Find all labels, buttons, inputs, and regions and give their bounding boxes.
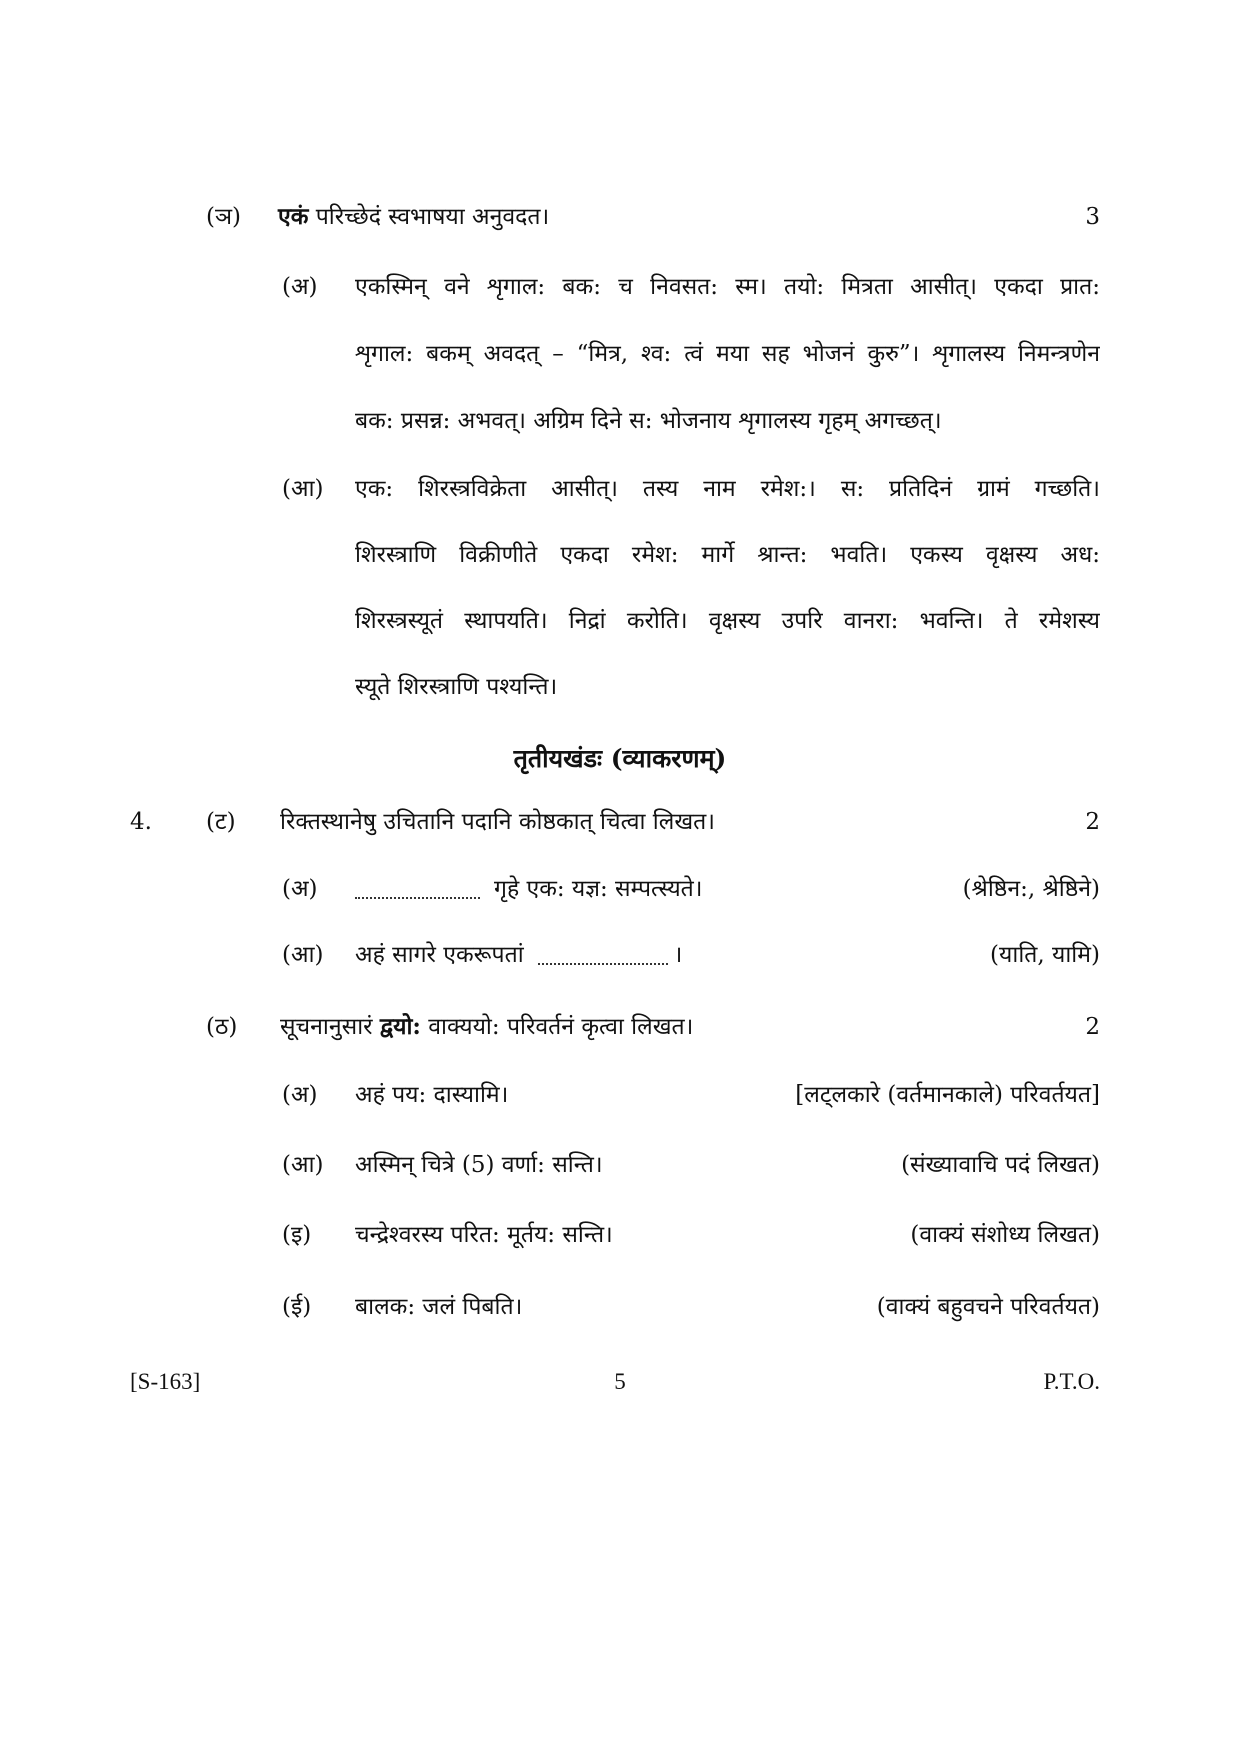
q4-th-item-aa-hint: (संख्यावाचि पदं लिखत) xyxy=(901,1152,1100,1178)
q4-t-item-aa xyxy=(355,938,682,972)
q4-part-t-label: (ट) xyxy=(206,809,236,835)
para-aa-line-3: शिरस्त्रस्यूतं स्थापयति। निद्रां करोति। वृक्षस्य उपरि वानरा: भवन्ति। ते रमेशस्य xyxy=(355,608,1100,634)
q4-part-t-marks: 2 xyxy=(1085,809,1100,835)
para-aa-line-2: शिरस्त्राणि विक्रीणीते एकदा रमेश: मार्गे श्रान्त: भवति। एकस्य वृक्षस्य अध: xyxy=(355,542,1100,568)
q4-th-item-i-hint: (वाक्यं संशोध्य लिखत) xyxy=(910,1222,1100,1248)
q4-th-item-aa-text: अस्मिन् चित्रे (5) वर्णा: सन्ति। xyxy=(355,1152,603,1178)
q4-t-item-aa-text-after: । xyxy=(673,942,683,968)
para-a-line-2: शृगाल: बकम् अवदत् – “मित्र, श्व: त्वं मया सह भोजनं कुरु”। शृगालस्य निमन्त्रणेन xyxy=(355,341,1100,367)
footer-code: [S-163] xyxy=(130,1369,201,1394)
q4-part-t-instruction: रिक्तस्थानेषु उचितानि पदानि कोष्ठकात् चित्वा लिखत। xyxy=(280,809,715,835)
q4-t-item-a xyxy=(355,872,702,906)
q4-t-item-a-options: (श्रेष्ठिन:, श्रेष्ठिने) xyxy=(962,876,1100,902)
para-aa-line-1: एक: शिरस्त्रविक्रेता आसीत्। तस्य नाम रमेश:। स: प्रतिदिनं ग्रामं गच्छति। xyxy=(355,476,1100,502)
q3-instruction xyxy=(278,200,549,234)
q4-number: 4. xyxy=(130,809,152,835)
q4-th-item-ii-text: बालक: जलं पिबति। xyxy=(355,1294,523,1320)
footer-pto: P.T.O. xyxy=(1043,1369,1100,1394)
para-a-label: (अ) xyxy=(282,274,318,300)
q4-t-item-a-label: (अ) xyxy=(282,876,318,902)
q3-instruction-bold: एकं xyxy=(278,203,309,230)
q4-part-th-marks: 2 xyxy=(1085,1014,1100,1040)
blank-line xyxy=(355,881,480,899)
q4-th-item-a-label: (अ) xyxy=(282,1082,318,1108)
q4-part-th-instruction-bold: द्वयो: xyxy=(379,1013,421,1040)
q4-th-item-a-hint: [लट्लकारे (वर्तमानकाले) परिवर्तयत] xyxy=(795,1082,1100,1108)
q4-th-item-i-label: (इ) xyxy=(282,1222,312,1248)
q4-part-th-instruction-post: वाक्ययो: परिवर्तनं कृत्वा लिखत। xyxy=(428,1014,694,1040)
q4-t-item-aa-label: (आ) xyxy=(282,942,324,968)
q3-instruction-rest: परिच्छेदं स्वभाषया अनुवदत। xyxy=(315,204,550,230)
para-a-line-1: एकस्मिन् वने शृगाल: बक: च निवसत: स्म। तयो: मित्रता आसीत्। एकदा प्रात: xyxy=(355,274,1100,300)
q4-th-item-ii-hint: (वाक्यं बहुवचने परिवर्तयत) xyxy=(876,1294,1100,1320)
q4-part-th-instruction xyxy=(280,1010,693,1044)
q4-part-th-label: (ठ) xyxy=(206,1014,238,1040)
footer-page-number: 5 xyxy=(614,1369,626,1394)
q4-part-th-instruction-pre: सूचनानुसारं xyxy=(280,1014,373,1040)
q4-t-item-aa-options: (याति, यामि) xyxy=(990,942,1100,968)
q3-marks: 3 xyxy=(1085,204,1100,230)
para-aa-line-4: स्यूते शिरस्त्राणि पश्यन्ति। xyxy=(355,674,558,700)
para-aa-label: (आ) xyxy=(282,476,324,502)
q4-th-item-aa-label: (आ) xyxy=(282,1152,324,1178)
q4-th-item-i-text: चन्द्रेश्वरस्य परित: मूर्तय: सन्ति। xyxy=(355,1222,613,1248)
section-heading: तृतीयखंडः (व्याकरणम्) xyxy=(513,744,727,773)
blank-line xyxy=(538,947,668,965)
q4-t-item-aa-text-before: अहं सागरे एकरूपतां xyxy=(355,942,524,968)
q4-th-item-ii-label: (ई) xyxy=(282,1294,312,1320)
q4-th-item-a-text: अहं पय: दास्यामि। xyxy=(355,1082,509,1108)
q3-label: (ञ) xyxy=(206,204,242,230)
para-a-line-3: बक: प्रसन्न: अभवत्। अग्रिम दिने स: भोजनाय शृगालस्य गृहम् अगच्छत्। xyxy=(355,408,942,434)
q4-t-item-a-text: गृहे एक: यज्ञ: सम्पत्स्यते। xyxy=(494,876,703,902)
